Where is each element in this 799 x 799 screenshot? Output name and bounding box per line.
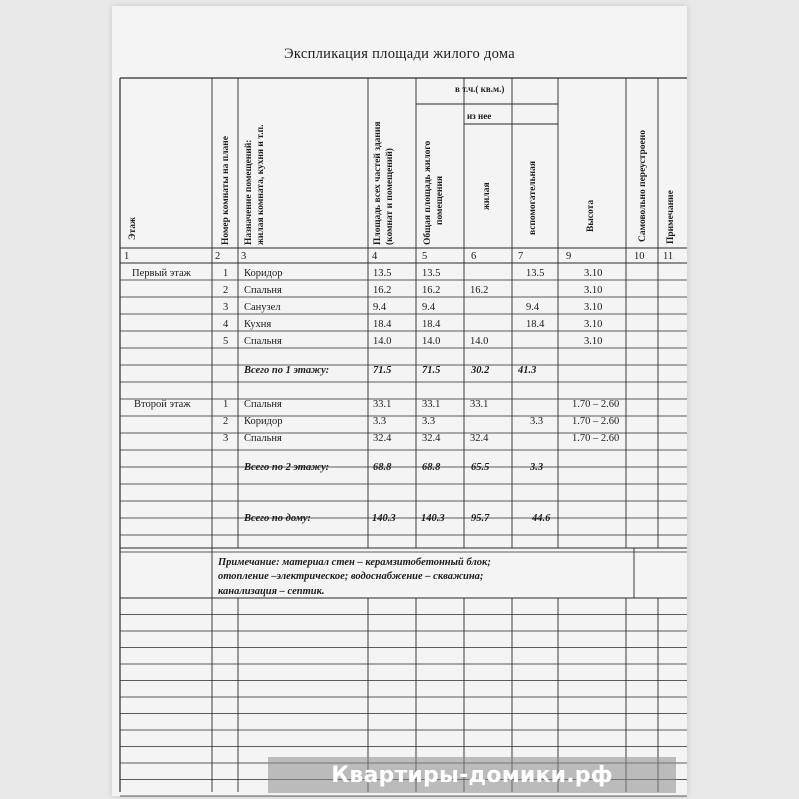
room-total: 18.4 [373,319,392,330]
room-living: 14.0 [470,336,489,347]
room-no: 1 [223,399,229,410]
floor1-total-aux: 41.3 [518,365,537,376]
room-no: 2 [223,285,229,296]
room-height: 3.10 [584,336,603,347]
room-general: 14.0 [422,336,441,347]
room-aux: 18.4 [526,319,545,330]
floor1-total-label: Всего по 1 этажу: [244,365,330,376]
room-name: Спальня [244,285,282,296]
room-name: Спальня [244,433,282,444]
room-height: 3.10 [584,285,603,296]
floor2-total-general: 68.8 [422,462,441,473]
col-number: 9 [566,251,572,262]
header-general-area-2: помещения [435,175,445,225]
header-room-name-2: жилая комната, кухня и т.п. [256,124,266,245]
room-height: 1.70 – 2.60 [572,399,620,410]
room-living: 33.1 [470,399,489,410]
header-general-area-1: Общая площадь жилого [423,140,433,245]
room-total: 33.1 [373,399,392,410]
room-living: 16.2 [470,285,489,296]
col-number: 11 [663,251,674,262]
watermark-banner [268,757,676,793]
room-general: 16.2 [422,285,441,296]
house-total-area: 140.3 [372,513,396,524]
floor1-total-general: 71.5 [422,365,441,376]
header-height: Высота [586,199,596,232]
document-title: Экспликация площади жилого дома [283,46,516,62]
room-aux: 3.3 [530,416,544,427]
room-no: 1 [223,268,229,279]
house-total-aux: 44.6 [532,513,551,524]
room-name: Спальня [244,336,282,347]
header-unauthorized: Самовольно переустроено [638,130,648,242]
floor1-total-area: 71.5 [373,365,392,376]
room-name: Спальня [244,399,282,410]
floor1-total-living: 30.2 [471,365,490,376]
room-aux: 9.4 [526,302,540,313]
floor-label-1: Первый этаж [132,268,191,279]
header-total-area-2: (комнат и помещений) [385,148,395,245]
col-number: 1 [124,251,130,262]
house-total-general: 140.3 [421,513,445,524]
room-total: 32.4 [373,433,392,444]
room-general: 33.1 [422,399,441,410]
room-no: 3 [223,302,229,313]
house-total-label: Всего по дому: [244,513,311,524]
room-height: 1.70 – 2.60 [572,433,620,444]
col-number: 7 [518,251,524,262]
room-no: 4 [223,319,229,330]
col-number: 4 [372,251,378,262]
note-line: отопление –электрическое; водоснабжение – скважина; [218,571,484,583]
room-general: 13.5 [422,268,441,279]
room-general: 3.3 [422,416,436,427]
room-aux: 13.5 [526,268,545,279]
header-room-no: Номер комнаты на плане [221,136,231,245]
header-floor: Этаж [128,217,138,240]
col-number: 10 [634,251,645,262]
col-number: 2 [215,251,221,262]
room-name: Коридор [244,416,283,427]
room-name: Кухня [244,319,272,330]
header-living: жилая [482,182,492,210]
floor-label-2: Второй этаж [134,399,191,410]
header-in-total: в т.ч.( кв.м.) [455,84,505,94]
room-height: 3.10 [584,319,603,330]
floor2-total-aux: 3.3 [530,462,544,473]
watermark-text: Квартиры-домики.рф [331,762,613,788]
floor2-total-area: 68.8 [373,462,392,473]
room-name: Санузел [244,302,281,313]
room-no: 5 [223,336,229,347]
note-line: канализация – септик. [218,585,325,597]
room-total: 13.5 [373,268,392,279]
header-total-area-1: Площадь всех частей здания [373,121,383,245]
room-name: Коридор [244,268,283,279]
room-general: 9.4 [422,302,436,313]
col-number: 6 [471,251,477,262]
room-total: 3.3 [373,416,387,427]
room-no: 2 [223,416,229,427]
col-number: 3 [241,251,247,262]
header-of-which: из нее [467,111,492,121]
room-living: 32.4 [470,433,489,444]
room-height: 3.10 [584,302,603,313]
house-total-living: 95.7 [471,513,490,524]
header-auxiliary: вспомогательная [528,160,538,235]
header-room-name-1: Назначение помещений: [244,139,254,245]
room-total: 14.0 [373,336,392,347]
floor2-total-label: Всего по 2 этажу: [244,462,330,473]
room-total: 9.4 [373,302,387,313]
floor2-total-living: 65.5 [471,462,490,473]
room-height: 1.70 – 2.60 [572,416,620,427]
room-no: 3 [223,433,229,444]
room-general: 18.4 [422,319,441,330]
document-note [218,556,491,599]
note-line: Примечание: материал стен – керамзитобетонный блок; [218,557,491,568]
col-number: 5 [422,251,428,262]
room-general: 32.4 [422,433,441,444]
header-note: Примечание [666,190,676,244]
room-total: 16.2 [373,285,392,296]
room-height: 3.10 [584,268,603,279]
